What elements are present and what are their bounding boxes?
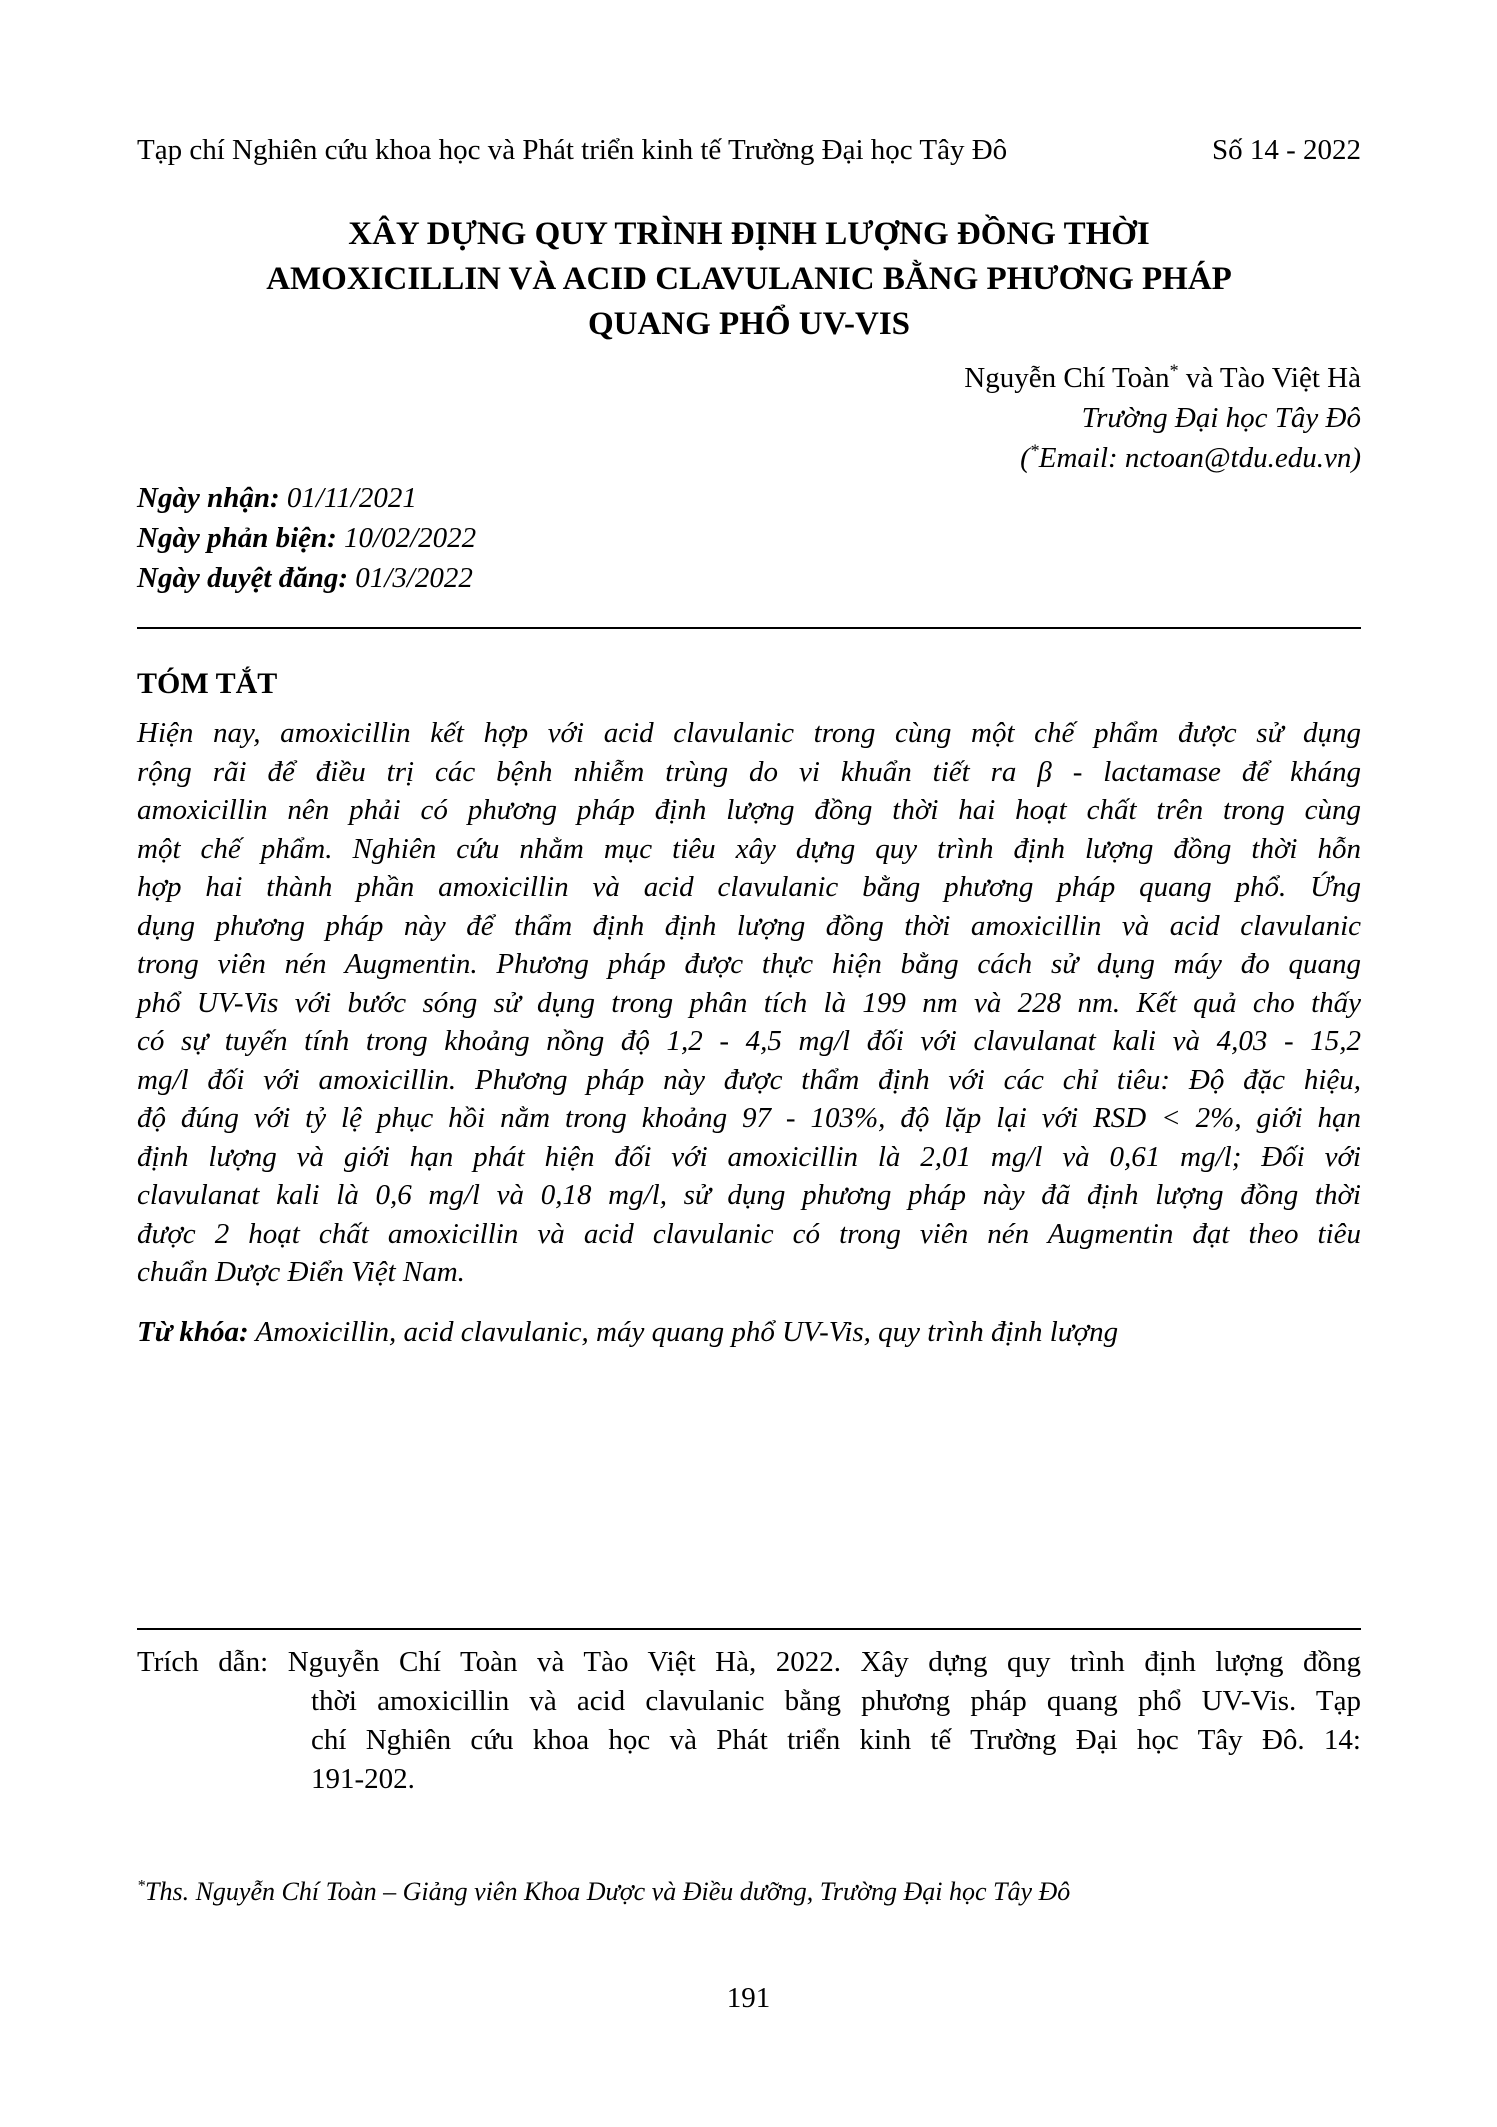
abstract-line: độ đúng với tỷ lệ phục hồi nằm trong khoảng 97 - 103%, độ lặp lại với RSD < 2%, giới hạn bbox=[137, 1102, 1361, 1134]
keywords-text: Amoxicillin, acid clavulanic, máy quang phổ UV-Vis, quy trình định lượng bbox=[248, 1316, 1119, 1348]
citation-line: 191-202. bbox=[311, 1763, 415, 1795]
keywords-label: Từ khóa: bbox=[137, 1316, 249, 1348]
citation-line: Trích dẫn: Nguyễn Chí Toàn và Tào Việt Hà, 2022. Xây dựng quy trình định lượng đồng bbox=[137, 1646, 1361, 1678]
abstract-line: Hiện nay, amoxicillin kết hợp với acid clavulanic trong cùng một chế phẩm được sử dụng bbox=[137, 717, 1361, 749]
date-accepted bbox=[137, 558, 737, 598]
footnote-text: Ths. Nguyễn Chí Toàn – Giảng viên Khoa Dược và Điều dưỡng, Trường Đại học Tây Đô bbox=[145, 1877, 1071, 1906]
email-text: Email: nctoan@tdu.edu.vn) bbox=[1038, 442, 1361, 474]
journal-name: Tạp chí Nghiên cứu khoa học và Phát triển kinh tế Trường Đại học Tây Đô bbox=[137, 134, 1008, 166]
citation-block bbox=[137, 1643, 1361, 1799]
abstract-line: định lượng và giới hạn phát hiện đối với amoxicillin là 2,01 mg/l và 0,61 mg/l; Đối với bbox=[137, 1140, 1361, 1173]
date-reviewed-label: Ngày phản biện: bbox=[137, 522, 337, 554]
date-reviewed bbox=[137, 518, 737, 558]
abstract-line: clavulanat kali là 0,6 mg/l và 0,18 mg/l, sử dụng phương pháp này đã định lượng đồng thời bbox=[137, 1179, 1361, 1211]
date-reviewed-value: 10/02/2022 bbox=[336, 522, 477, 554]
date-accepted-label: Ngày duyệt đăng: bbox=[137, 562, 349, 594]
title-line: AMOXICILLIN VÀ ACID CLAVULANIC BẰNG PHƯƠNG PHÁP bbox=[266, 261, 1232, 297]
citation-line: chí Nghiên cứu khoa học và Phát triển kinh tế Trường Đại học Tây Đô. 14: bbox=[311, 1724, 1361, 1756]
author-joiner: và bbox=[1178, 362, 1220, 394]
footnote-mark: * bbox=[137, 1877, 145, 1895]
date-received-label: Ngày nhận: bbox=[137, 482, 280, 514]
title-line: QUANG PHỔ UV-VIS bbox=[587, 306, 911, 342]
abstract-line: phổ UV-Vis với bước sóng sử dụng trong phân tích là 199 nm và 228 nm. Kết quả cho thấy bbox=[137, 986, 1361, 1019]
author-footnote bbox=[137, 1874, 1361, 1910]
date-received-value: 01/11/2021 bbox=[279, 482, 417, 514]
author-2: Tào Việt Hà bbox=[1219, 362, 1361, 394]
citation-divider bbox=[137, 1628, 1361, 1630]
issue-number: Số 14 - 2022 bbox=[1211, 134, 1361, 166]
keywords bbox=[137, 1312, 1361, 1352]
title-line: XÂY DỰNG QUY TRÌNH ĐỊNH LƯỢNG ĐỒNG THỜI bbox=[348, 216, 1150, 252]
citation-line: thời amoxicillin và acid clavulanic bằng phương pháp quang phổ UV-Vis. Tạp bbox=[311, 1685, 1361, 1717]
article-dates bbox=[137, 478, 737, 598]
abstract-line: chuẩn Dược Điển Việt Nam. bbox=[137, 1256, 465, 1288]
abstract-line: được 2 hoạt chất amoxicillin và acid clavulanic có trong viên nén Augmentin đạt theo tiêu bbox=[137, 1217, 1361, 1250]
email-open: ( bbox=[1020, 442, 1030, 474]
affiliation: Trường Đại học Tây Đô bbox=[1081, 402, 1361, 434]
abstract-line: mg/l đối với amoxicillin. Phương pháp này được thẩm định với các chỉ tiêu: Độ đặc hiệu, bbox=[137, 1063, 1361, 1096]
dates-divider bbox=[137, 627, 1361, 629]
abstract-line: trong viên nén Augmentin. Phương pháp được thực hiện bằng cách sử dụng máy đo quang bbox=[137, 948, 1361, 980]
abstract-line: rộng rãi để điều trị các bệnh nhiễm trùng do vi khuẩn tiết ra β - lactamase để kháng bbox=[137, 755, 1361, 788]
author-1: Nguyễn Chí Toàn bbox=[964, 362, 1170, 394]
article-title bbox=[137, 212, 1361, 347]
corresponding-mark: * bbox=[1169, 360, 1179, 381]
author-block bbox=[661, 358, 1361, 478]
abstract-body bbox=[137, 714, 1361, 1292]
abstract-line: một chế phẩm. Nghiên cứu nhằm mục tiêu xây dựng quy trình định lượng đồng thời hỗn bbox=[137, 832, 1361, 865]
abstract-heading: TÓM TẮT bbox=[137, 667, 278, 700]
email-mark: * bbox=[1029, 440, 1039, 461]
abstract-line: có sự tuyến tính trong khoảng nồng độ 1,2 - 4,5 mg/l đối với clavulanat kali và 4,03 - 15,2 bbox=[137, 1025, 1361, 1057]
page-number: 191 bbox=[726, 1982, 771, 2014]
date-received bbox=[137, 478, 737, 518]
running-header bbox=[137, 128, 1361, 172]
abstract-line: hợp hai thành phần amoxicillin và acid clavulanic bằng phương pháp quang phổ. Ứng bbox=[137, 871, 1361, 903]
email-line bbox=[661, 438, 1361, 478]
abstract-line: amoxicillin nên phải có phương pháp định lượng đồng thời hai hoạt chất trên trong cùng bbox=[137, 794, 1361, 826]
date-accepted-value: 01/3/2022 bbox=[348, 562, 473, 594]
abstract-line: dụng phương pháp này để thẩm định định lượng đồng thời amoxicillin và acid clavulanic bbox=[137, 909, 1361, 942]
author-names bbox=[661, 358, 1361, 398]
